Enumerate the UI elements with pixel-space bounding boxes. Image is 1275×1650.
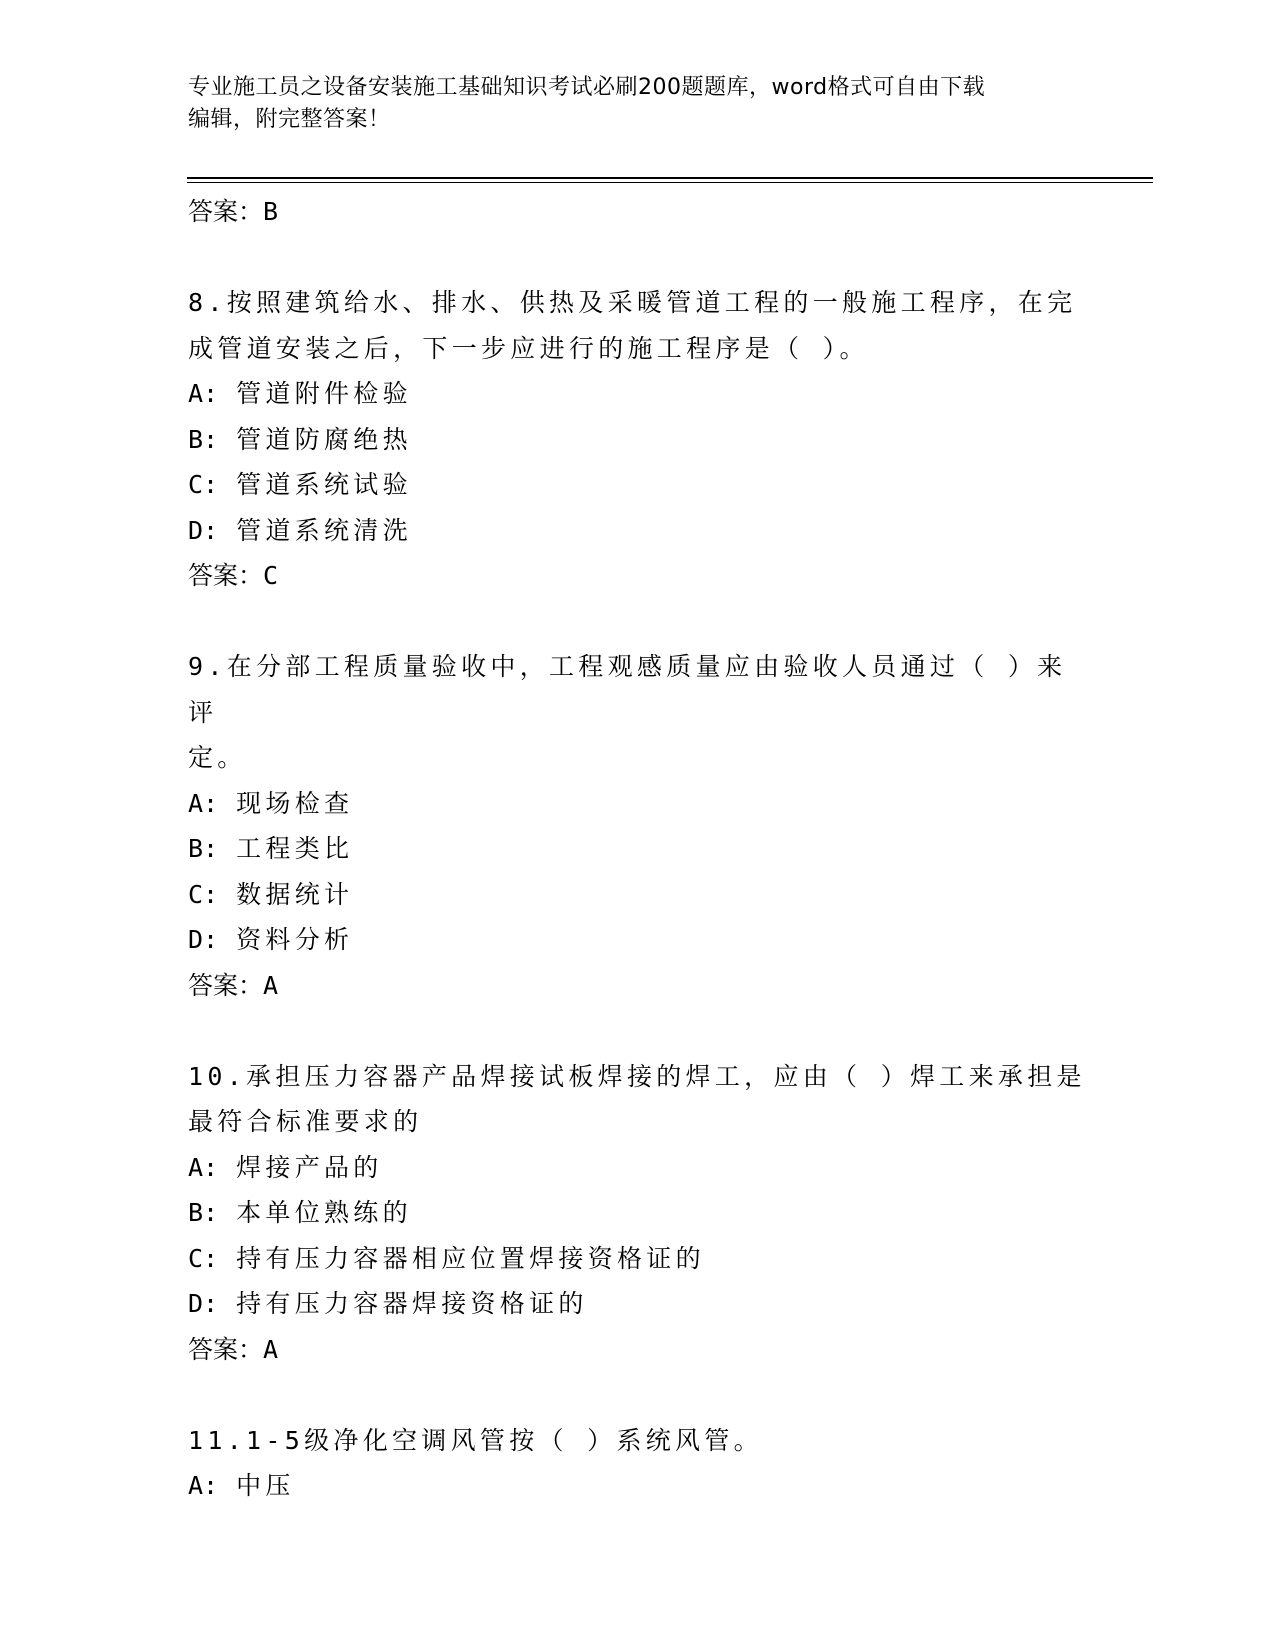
option-text: 管道附件检验 bbox=[236, 379, 412, 408]
option-d bbox=[188, 1281, 1088, 1327]
question-text-line-2: 成管道安装之后，下一步应进行的施工程序是（ ）。 bbox=[188, 333, 869, 363]
answer-line bbox=[188, 963, 1088, 1008]
answer-value: B bbox=[263, 197, 279, 226]
answer-line bbox=[188, 1327, 1088, 1372]
option-key: B: bbox=[188, 834, 219, 863]
option-text: 焊接产品的 bbox=[236, 1152, 383, 1182]
answer-label: 答案： bbox=[188, 1334, 264, 1364]
answer-value: A bbox=[263, 970, 279, 1000]
option-text: 资料分析 bbox=[236, 925, 354, 954]
answer-label: 答案： bbox=[188, 970, 264, 1000]
option-key: A: bbox=[188, 1152, 219, 1182]
option-c bbox=[188, 1236, 1088, 1282]
option-text: 现场检查 bbox=[236, 788, 354, 818]
header-divider-thick bbox=[187, 177, 1153, 179]
header-title-line-2: 编辑，附完整答案！ bbox=[188, 107, 391, 132]
option-key: D: bbox=[188, 925, 219, 954]
answer-label: 答案： bbox=[188, 561, 264, 590]
option-text: 持有压力容器焊接资格证的 bbox=[236, 1289, 588, 1318]
answer-label: 答案： bbox=[188, 197, 264, 226]
option-key: C: bbox=[188, 470, 219, 499]
option-text: 管道系统试验 bbox=[236, 470, 412, 499]
option-a bbox=[188, 781, 1088, 827]
option-text: 管道系统清洗 bbox=[236, 515, 412, 545]
spacer bbox=[188, 1008, 1088, 1054]
option-text: 本单位熟练的 bbox=[236, 1198, 412, 1227]
question-block bbox=[188, 1054, 1088, 1372]
option-key: A: bbox=[188, 788, 219, 818]
question-block bbox=[188, 644, 1088, 1008]
option-key: A: bbox=[188, 379, 219, 408]
answer-value: C bbox=[263, 561, 279, 590]
spacer bbox=[188, 598, 1088, 644]
question-text-line-2: 定。 bbox=[188, 743, 247, 772]
option-c bbox=[188, 872, 1088, 918]
option-b bbox=[188, 417, 1088, 463]
option-b bbox=[188, 826, 1088, 872]
option-key: B: bbox=[188, 424, 219, 454]
option-b bbox=[188, 1190, 1088, 1236]
answer-value: A bbox=[263, 1334, 279, 1364]
option-a bbox=[188, 1145, 1088, 1191]
answer-line bbox=[188, 189, 1088, 234]
option-d bbox=[188, 917, 1088, 963]
option-key: A: bbox=[188, 1471, 219, 1500]
question-block bbox=[188, 1418, 1088, 1509]
question-block bbox=[188, 280, 1088, 598]
option-c bbox=[188, 462, 1088, 508]
option-text: 工程类比 bbox=[236, 834, 354, 863]
option-text: 数据统计 bbox=[236, 879, 354, 909]
option-key: C: bbox=[188, 879, 219, 909]
option-key: B: bbox=[188, 1198, 219, 1227]
answer-line bbox=[188, 553, 1088, 598]
question-text-line-1: 9.在分部工程质量验收中，工程观感质量应由验收人员通过（ ）来评 bbox=[188, 652, 1067, 727]
spacer bbox=[188, 234, 1088, 280]
question-text-line-2: 最符合标准要求的 bbox=[188, 1107, 423, 1136]
option-key: D: bbox=[188, 1289, 219, 1318]
option-d bbox=[188, 508, 1088, 554]
option-text: 持有压力容器相应位置焊接资格证的 bbox=[236, 1243, 705, 1273]
header-divider-thin bbox=[187, 182, 1153, 183]
document-header bbox=[188, 72, 1088, 136]
question-list bbox=[188, 189, 1088, 1509]
option-key: C: bbox=[188, 1243, 219, 1273]
option-key: D: bbox=[188, 515, 219, 545]
question-text-line-1: 10.承担压力容器产品焊接试板焊接的焊工，应由（ ）焊工来承担是 bbox=[188, 1061, 1086, 1091]
option-a bbox=[188, 1463, 1088, 1509]
header-title-line-1: 专业施工员之设备安装施工基础知识考试必刷200题题库，word格式可自由下载 bbox=[188, 75, 986, 100]
option-text: 管道防腐绝热 bbox=[236, 424, 412, 454]
spacer bbox=[188, 1372, 1088, 1418]
question-text-line-1: 8.按照建筑给水、排水、供热及采暖管道工程的一般施工程序，在完 bbox=[188, 288, 1077, 317]
option-a bbox=[188, 371, 1088, 417]
question-text-line-1: 11.1-5级净化空调风管按（ ）系统风管。 bbox=[188, 1425, 763, 1455]
option-text: 中压 bbox=[236, 1471, 295, 1500]
